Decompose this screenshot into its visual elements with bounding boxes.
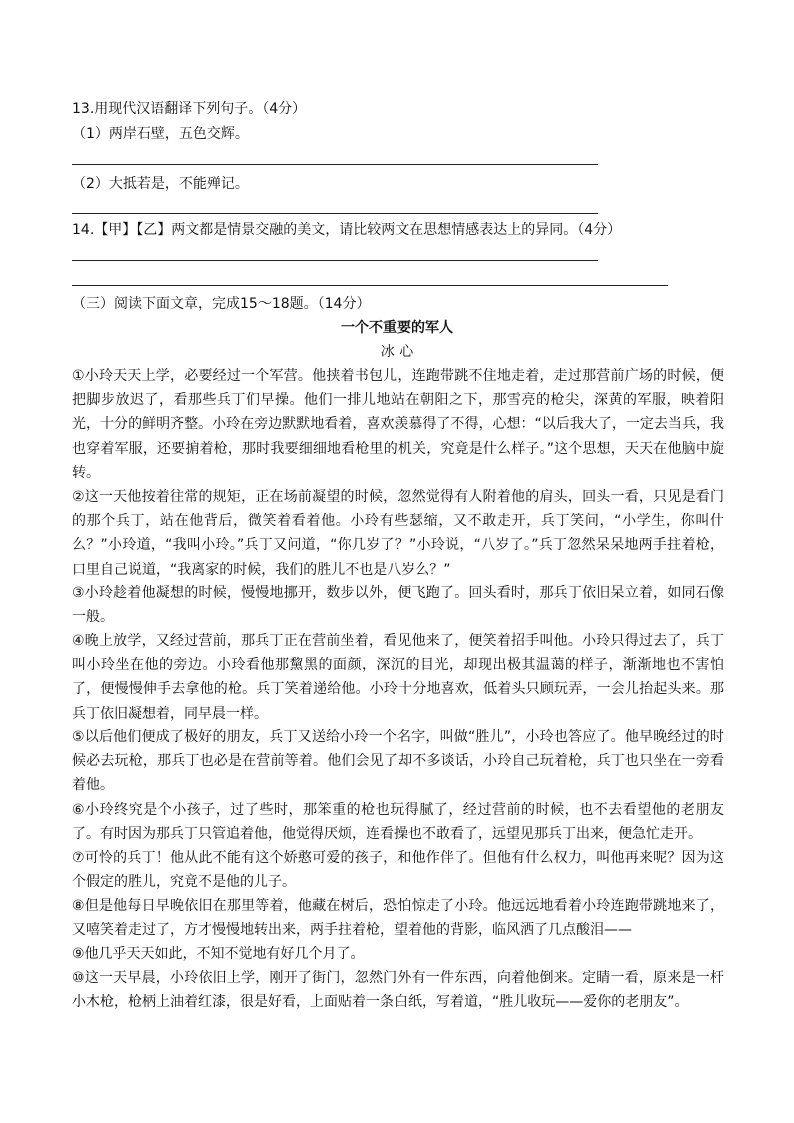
answer-line-14-2 [72,285,668,286]
paragraph-10: ⑩这一天早晨，小玲依旧上学，刚开了街门，忽然门外有一件东西，向着他倒来。定睛一看，原来是一杆小木枪，枪柄上油着红漆，很是好看，上面贴着一条白纸，写着道，“胜儿收玩——爱你的老朋友”。 [72,970,724,1011]
article-title: 一个不重要的军人 [341,320,453,336]
paragraph-4: ④晚上放学，又经过营前，那兵丁正在营前坐着，看见他来了，便笑着招手叫他。小玲只得过去了，兵丁叫小玲坐在他的旁边。小玲看他那黧黑的面颜，深沉的目光，却现出极其温蔼的样子，渐渐地也不害怕了，便慢慢伸手去拿他的枪。兵丁笑着递给他。小玲十分地喜欢，低着头只顾玩弄，一会儿抬起头来。那兵丁依旧凝想着，同早晨一样。 [72,633,724,722]
section-3-heading: （三）阅读下面文章，完成15～18题。（14分） [72,296,371,312]
answer-line-14-1 [72,260,598,261]
paragraph-9: ⑨他几乎天天如此，不知不觉地有好几个月了。 [72,946,365,962]
paragraph-1: ①小玲天天上学，必要经过一个军营。他挟着书包儿，连跑带跳不住地走着，走过那营前广场的时候，便把脚步放迟了，看那些兵丁们早操。他们一排儿地站在朝阳之下，那雪亮的枪尖，深黄的军服，映着阳光，十分的鲜明齐整。小玲在旁边默默地看着，喜欢羡慕得了不得，心想：“以后我大了，一定去当兵，我也穿着军服，还要掮着枪，那时我要细细地看枪里的机关，究竟是什么样子。”这个思想，天天在他脑中旋转。 [72,368,724,481]
answer-line-13-1 [72,164,598,165]
paragraph-6: ⑥小玲终究是个小孩子，过了些时，那笨重的枪也玩得腻了，经过营前的时候，也不去看望他的老朋友了。有时因为那兵丁只管追着他，他觉得厌烦，连看操也不敢看了，远望见那兵丁出来，便急忙走开。 [72,802,724,843]
paragraph-8: ⑧但是他每日早晚依旧在那里等着，他藏在树后，恐怕惊走了小玲。他远远地看着小玲连跑带跳地来了，又嘻笑着走过了，方才慢慢地转出来，两手拄着枪，望着他的背影，临风洒了几点酸泪—— [72,898,724,939]
article-author: 冰 心 [380,344,414,360]
paragraph-7: ⑦可怜的兵丁！他从此不能有这个娇憨可爱的孩子，和他作伴了。但他有什么权力，叫他再来呢？因为这个假定的胜儿，究竟不是他的儿子。 [72,850,724,891]
paragraph-2: ②这一天他按着往常的规矩，正在场前凝望的时候，忽然觉得有人附着他的肩头，回头一看，只见是看门的那个兵丁，站在他背后，微笑着看着他。小玲有些瑟缩，又不敢走开，兵丁笑问，“小学生，你叫什么？”小玲道，“我叫小玲。”兵丁又问道，“你几岁了？”小玲说，“八岁了。”兵丁忽然呆呆地两手拄着枪，口里自己说道，“我离家的时候，我们的胜儿不也是八岁么？” [72,489,724,578]
question-13-prompt: 13.用现代汉语翻译下列句子。（4分） [72,101,307,117]
paragraph-3: ③小玲趁着他凝想的时候，慢慢地挪开，数步以外，便飞跑了。回头看时，那兵丁依旧呆立着，如同石像一般。 [72,585,724,626]
question-13-item-1: （1）两岸石壁，五色交辉。 [72,126,249,142]
paragraph-5: ⑤以后他们便成了极好的朋友，兵丁又送给小玲一个名字，叫做“胜儿”，小玲也答应了。他早晚经过的时候必去玩枪，那兵丁也必是在营前等着。他们会见了却不多谈话，小玲自己玩着枪，兵丁也只坐在一旁看着他。 [72,729,724,794]
answer-line-13-2 [72,213,598,214]
question-14-prompt: 14.【甲】【乙】两文都是情景交融的美文，请比较两文在思想情感表达上的异同。（4分） [72,222,622,238]
question-13-item-2: （2）大抵若是，不能殚记。 [72,176,249,192]
